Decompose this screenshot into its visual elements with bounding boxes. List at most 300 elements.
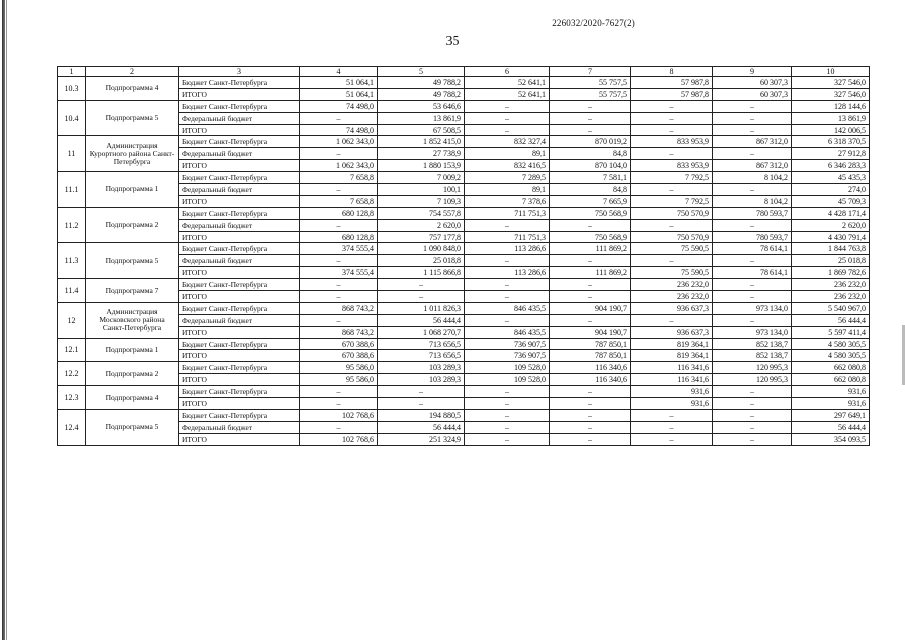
amount-cell: 78 614,1 bbox=[713, 267, 792, 279]
item-name: Подпрограмма 2 bbox=[86, 362, 179, 386]
amount-cell: – bbox=[300, 314, 378, 326]
amount-cell: – bbox=[300, 398, 378, 410]
amount-cell: 25 018,8 bbox=[378, 255, 465, 267]
amount-cell: 236 232,0 bbox=[631, 279, 713, 291]
amount-cell: 846 435,5 bbox=[465, 326, 550, 338]
amount-cell: – bbox=[713, 255, 792, 267]
table-row bbox=[58, 291, 870, 303]
column-number: 6 bbox=[465, 67, 550, 77]
amount-cell: – bbox=[713, 124, 792, 136]
amount-cell: – bbox=[465, 255, 550, 267]
item-code: 10.4 bbox=[58, 100, 86, 136]
amount-cell: 1 062 343,0 bbox=[300, 136, 378, 148]
amount-cell: – bbox=[550, 279, 631, 291]
amount-cell: – bbox=[713, 219, 792, 231]
amount-cell: 51 064,1 bbox=[300, 88, 378, 100]
amount-cell: – bbox=[631, 148, 713, 160]
amount-cell: 52 641,1 bbox=[465, 88, 550, 100]
document-id: 226032/2020-7627(2) bbox=[552, 18, 635, 28]
amount-cell: 757 177,8 bbox=[378, 231, 465, 243]
amount-cell: 327 546,0 bbox=[792, 77, 870, 89]
table-row bbox=[58, 398, 870, 410]
amount-cell: 120 995,3 bbox=[713, 374, 792, 386]
funding-source: Бюджет Санкт-Петербурга bbox=[179, 100, 300, 112]
funding-source: Бюджет Санкт-Петербурга bbox=[179, 362, 300, 374]
amount-cell: 56 444,4 bbox=[792, 421, 870, 433]
amount-cell: – bbox=[631, 219, 713, 231]
amount-cell: – bbox=[378, 279, 465, 291]
column-number: 4 bbox=[300, 67, 378, 77]
amount-cell: – bbox=[378, 291, 465, 303]
amount-cell: 4 580 305,5 bbox=[792, 338, 870, 350]
amount-cell: 7 378,6 bbox=[465, 195, 550, 207]
amount-cell: 680 128,8 bbox=[300, 207, 378, 219]
amount-cell: 49 788,2 bbox=[378, 88, 465, 100]
amount-cell: 846 435,5 bbox=[465, 302, 550, 314]
funding-source: ИТОГО bbox=[179, 291, 300, 303]
amount-cell: 116 341,6 bbox=[631, 362, 713, 374]
amount-cell: 867 312,0 bbox=[713, 136, 792, 148]
amount-cell: 833 953,9 bbox=[631, 136, 713, 148]
amount-cell: – bbox=[465, 219, 550, 231]
amount-cell: – bbox=[465, 112, 550, 124]
amount-cell: 84,8 bbox=[550, 148, 631, 160]
amount-cell: – bbox=[550, 421, 631, 433]
amount-cell: 111 869,2 bbox=[550, 243, 631, 255]
amount-cell: 74 498,0 bbox=[300, 100, 378, 112]
amount-cell: 5 540 967,0 bbox=[792, 302, 870, 314]
amount-cell: – bbox=[631, 314, 713, 326]
table-row bbox=[58, 433, 870, 445]
amount-cell: 51 064,1 bbox=[300, 77, 378, 89]
amount-cell: – bbox=[631, 409, 713, 421]
amount-cell: 27 912,8 bbox=[792, 148, 870, 160]
amount-cell: 1 844 763,8 bbox=[792, 243, 870, 255]
amount-cell: – bbox=[631, 100, 713, 112]
amount-cell: 236 232,0 bbox=[792, 291, 870, 303]
table-row bbox=[58, 148, 870, 160]
amount-cell: 13 861,9 bbox=[792, 112, 870, 124]
amount-cell: 2 620,0 bbox=[792, 219, 870, 231]
amount-cell: – bbox=[300, 219, 378, 231]
amount-cell: 113 286,6 bbox=[465, 243, 550, 255]
amount-cell: 274,0 bbox=[792, 184, 870, 196]
item-code: 11 bbox=[58, 136, 86, 172]
amount-cell: 1 011 826,3 bbox=[378, 302, 465, 314]
amount-cell: – bbox=[300, 255, 378, 267]
amount-cell: 7 792,5 bbox=[631, 195, 713, 207]
column-number: 1 bbox=[58, 67, 86, 77]
table-row bbox=[58, 231, 870, 243]
amount-cell: 4 430 791,4 bbox=[792, 231, 870, 243]
amount-cell: – bbox=[713, 291, 792, 303]
column-number: 8 bbox=[631, 67, 713, 77]
page-number: 35 bbox=[445, 34, 460, 49]
table-row bbox=[58, 207, 870, 219]
amount-cell: 750 568,9 bbox=[550, 207, 631, 219]
amount-cell: 52 641,1 bbox=[465, 77, 550, 89]
amount-cell: 936 637,3 bbox=[631, 326, 713, 338]
amount-cell: 8 104,2 bbox=[713, 195, 792, 207]
amount-cell: 832 327,4 bbox=[465, 136, 550, 148]
amount-cell: 116 340,6 bbox=[550, 362, 631, 374]
funding-source: ИТОГО bbox=[179, 267, 300, 279]
amount-cell: – bbox=[300, 386, 378, 398]
item-name: Администрация Московского района Санкт-Петербурга bbox=[86, 302, 179, 338]
table-row bbox=[58, 314, 870, 326]
amount-cell: 100,1 bbox=[378, 184, 465, 196]
item-name: Подпрограмма 5 bbox=[86, 100, 179, 136]
item-name: Администрация Курортного района Санкт-Петербурга bbox=[86, 136, 179, 172]
funding-source: Бюджет Санкт-Петербурга bbox=[179, 136, 300, 148]
amount-cell: 6 318 370,5 bbox=[792, 136, 870, 148]
item-name: Подпрограмма 1 bbox=[86, 338, 179, 362]
budget-table-body bbox=[58, 67, 870, 446]
amount-cell: 819 364,1 bbox=[631, 338, 713, 350]
amount-cell: 53 646,6 bbox=[378, 100, 465, 112]
amount-cell: 750 568,9 bbox=[550, 231, 631, 243]
amount-cell: – bbox=[713, 184, 792, 196]
amount-cell: – bbox=[550, 433, 631, 445]
item-name: Подпрограмма 1 bbox=[86, 172, 179, 208]
amount-cell: – bbox=[465, 409, 550, 421]
column-number: 5 bbox=[378, 67, 465, 77]
funding-source: Бюджет Санкт-Петербурга bbox=[179, 409, 300, 421]
amount-cell: – bbox=[631, 255, 713, 267]
funding-source: ИТОГО bbox=[179, 326, 300, 338]
amount-cell: 60 307,3 bbox=[713, 88, 792, 100]
funding-source: ИТОГО bbox=[179, 88, 300, 100]
amount-cell: 102 768,6 bbox=[300, 433, 378, 445]
amount-cell: – bbox=[713, 314, 792, 326]
amount-cell: 670 388,6 bbox=[300, 338, 378, 350]
amount-cell: – bbox=[300, 184, 378, 196]
funding-source: Бюджет Санкт-Петербурга bbox=[179, 338, 300, 350]
amount-cell: – bbox=[713, 398, 792, 410]
amount-cell: – bbox=[631, 433, 713, 445]
amount-cell: – bbox=[300, 421, 378, 433]
amount-cell: 6 346 283,3 bbox=[792, 160, 870, 172]
column-number: 10 bbox=[792, 67, 870, 77]
amount-cell: 75 590,5 bbox=[631, 267, 713, 279]
item-name: Подпрограмма 7 bbox=[86, 279, 179, 303]
amount-cell: 4 428 171,4 bbox=[792, 207, 870, 219]
column-number-row bbox=[58, 67, 870, 77]
amount-cell: – bbox=[631, 184, 713, 196]
column-number: 7 bbox=[550, 67, 631, 77]
funding-source: ИТОГО bbox=[179, 124, 300, 136]
column-number: 3 bbox=[179, 67, 300, 77]
amount-cell: 236 232,0 bbox=[631, 291, 713, 303]
budget-table bbox=[57, 66, 870, 446]
amount-cell: – bbox=[550, 255, 631, 267]
funding-source: ИТОГО bbox=[179, 195, 300, 207]
funding-source: Бюджет Санкт-Петербурга bbox=[179, 207, 300, 219]
amount-cell: – bbox=[465, 291, 550, 303]
table-row bbox=[58, 279, 870, 291]
amount-cell: 973 134,0 bbox=[713, 326, 792, 338]
amount-cell: 680 128,8 bbox=[300, 231, 378, 243]
amount-cell: 49 788,2 bbox=[378, 77, 465, 89]
amount-cell: 55 757,5 bbox=[550, 77, 631, 89]
item-code: 11.2 bbox=[58, 207, 86, 243]
amount-cell: 45 709,3 bbox=[792, 195, 870, 207]
amount-cell: 780 593,7 bbox=[713, 207, 792, 219]
table-row bbox=[58, 350, 870, 362]
item-code: 12 bbox=[58, 302, 86, 338]
amount-cell: 736 907,5 bbox=[465, 338, 550, 350]
table-row bbox=[58, 136, 870, 148]
amount-cell: 931,6 bbox=[792, 398, 870, 410]
funding-source: Федеральный бюджет bbox=[179, 314, 300, 326]
amount-cell: 662 080,8 bbox=[792, 374, 870, 386]
amount-cell: 7 289,5 bbox=[465, 172, 550, 184]
amount-cell: 868 743,2 bbox=[300, 326, 378, 338]
amount-cell: 128 144,6 bbox=[792, 100, 870, 112]
amount-cell: 57 987,8 bbox=[631, 88, 713, 100]
funding-source: Бюджет Санкт-Петербурга bbox=[179, 243, 300, 255]
amount-cell: 870 019,2 bbox=[550, 136, 631, 148]
amount-cell: – bbox=[465, 314, 550, 326]
amount-cell: 867 312,0 bbox=[713, 160, 792, 172]
table-row bbox=[58, 77, 870, 89]
table-row bbox=[58, 421, 870, 433]
amount-cell: 750 570,9 bbox=[631, 207, 713, 219]
amount-cell: 713 656,5 bbox=[378, 338, 465, 350]
amount-cell: – bbox=[550, 112, 631, 124]
amount-cell: 7 581,1 bbox=[550, 172, 631, 184]
amount-cell: 142 006,5 bbox=[792, 124, 870, 136]
amount-cell: – bbox=[550, 314, 631, 326]
amount-cell: 1 869 782,6 bbox=[792, 267, 870, 279]
funding-source: Федеральный бюджет bbox=[179, 421, 300, 433]
table-row bbox=[58, 100, 870, 112]
amount-cell: 904 190,7 bbox=[550, 302, 631, 314]
amount-cell: 95 586,0 bbox=[300, 374, 378, 386]
amount-cell: 904 190,7 bbox=[550, 326, 631, 338]
amount-cell: 103 289,3 bbox=[378, 374, 465, 386]
item-name: Подпрограмма 2 bbox=[86, 207, 179, 243]
table-row bbox=[58, 88, 870, 100]
amount-cell: – bbox=[300, 148, 378, 160]
funding-source: Федеральный бюджет bbox=[179, 112, 300, 124]
amount-cell: 7 009,2 bbox=[378, 172, 465, 184]
amount-cell: 251 324,9 bbox=[378, 433, 465, 445]
amount-cell: – bbox=[378, 398, 465, 410]
amount-cell: 852 138,7 bbox=[713, 350, 792, 362]
amount-cell: 374 555,4 bbox=[300, 243, 378, 255]
funding-source: Федеральный бюджет bbox=[179, 255, 300, 267]
table-row bbox=[58, 243, 870, 255]
amount-cell: – bbox=[713, 100, 792, 112]
amount-cell: 662 080,8 bbox=[792, 362, 870, 374]
amount-cell: 780 593,7 bbox=[713, 231, 792, 243]
table-row bbox=[58, 267, 870, 279]
item-code: 12.4 bbox=[58, 409, 86, 445]
amount-cell: 120 995,3 bbox=[713, 362, 792, 374]
amount-cell: 67 508,5 bbox=[378, 124, 465, 136]
amount-cell: 736 907,5 bbox=[465, 350, 550, 362]
amount-cell: 936 637,3 bbox=[631, 302, 713, 314]
amount-cell: – bbox=[631, 124, 713, 136]
amount-cell: – bbox=[713, 421, 792, 433]
amount-cell: – bbox=[550, 219, 631, 231]
amount-cell: 13 861,9 bbox=[378, 112, 465, 124]
amount-cell: 354 093,5 bbox=[792, 433, 870, 445]
funding-source: Федеральный бюджет bbox=[179, 148, 300, 160]
amount-cell: 1 090 848,0 bbox=[378, 243, 465, 255]
item-code: 11.3 bbox=[58, 243, 86, 279]
amount-cell: – bbox=[550, 124, 631, 136]
amount-cell: 4 580 305,5 bbox=[792, 350, 870, 362]
amount-cell: 868 743,2 bbox=[300, 302, 378, 314]
amount-cell: – bbox=[465, 124, 550, 136]
amount-cell: 819 364,1 bbox=[631, 350, 713, 362]
table-row bbox=[58, 219, 870, 231]
item-code: 11.4 bbox=[58, 279, 86, 303]
amount-cell: – bbox=[550, 386, 631, 398]
table-row bbox=[58, 195, 870, 207]
amount-cell: 75 590,5 bbox=[631, 243, 713, 255]
scan-left-edge-line bbox=[6, 0, 7, 640]
amount-cell: – bbox=[713, 433, 792, 445]
amount-cell: 194 880,5 bbox=[378, 409, 465, 421]
amount-cell: 55 757,5 bbox=[550, 88, 631, 100]
funding-source: ИТОГО bbox=[179, 398, 300, 410]
table-row bbox=[58, 160, 870, 172]
funding-source: ИТОГО bbox=[179, 433, 300, 445]
amount-cell: – bbox=[300, 291, 378, 303]
amount-cell: – bbox=[465, 398, 550, 410]
amount-cell: 60 307,3 bbox=[713, 77, 792, 89]
amount-cell: 374 555,4 bbox=[300, 267, 378, 279]
amount-cell: 7 658,8 bbox=[300, 172, 378, 184]
amount-cell: – bbox=[713, 386, 792, 398]
column-number: 9 bbox=[713, 67, 792, 77]
funding-source: ИТОГО bbox=[179, 350, 300, 362]
item-code: 11.1 bbox=[58, 172, 86, 208]
amount-cell: 327 546,0 bbox=[792, 88, 870, 100]
amount-cell: 787 850,1 bbox=[550, 350, 631, 362]
amount-cell: 109 528,0 bbox=[465, 362, 550, 374]
amount-cell: 45 435,3 bbox=[792, 172, 870, 184]
table-row bbox=[58, 362, 870, 374]
table-row bbox=[58, 302, 870, 314]
amount-cell: 78 614,1 bbox=[713, 243, 792, 255]
amount-cell: 57 987,8 bbox=[631, 77, 713, 89]
amount-cell: – bbox=[713, 148, 792, 160]
amount-cell: 116 340,6 bbox=[550, 374, 631, 386]
amount-cell: – bbox=[378, 386, 465, 398]
item-code: 12.2 bbox=[58, 362, 86, 386]
amount-cell: 74 498,0 bbox=[300, 124, 378, 136]
funding-source: Бюджет Санкт-Петербурга bbox=[179, 279, 300, 291]
amount-cell: 7 792,5 bbox=[631, 172, 713, 184]
amount-cell: 297 649,1 bbox=[792, 409, 870, 421]
table-row bbox=[58, 326, 870, 338]
funding-source: ИТОГО bbox=[179, 231, 300, 243]
amount-cell: – bbox=[465, 100, 550, 112]
amount-cell: – bbox=[550, 291, 631, 303]
amount-cell: – bbox=[300, 112, 378, 124]
item-code: 10.3 bbox=[58, 77, 86, 101]
funding-source: Бюджет Санкт-Петербурга bbox=[179, 172, 300, 184]
amount-cell: – bbox=[631, 421, 713, 433]
table-row bbox=[58, 172, 870, 184]
amount-cell: 711 751,3 bbox=[465, 207, 550, 219]
amount-cell: 1 852 415,0 bbox=[378, 136, 465, 148]
amount-cell: 116 341,6 bbox=[631, 374, 713, 386]
amount-cell: 7 665,9 bbox=[550, 195, 631, 207]
amount-cell: 5 597 411,4 bbox=[792, 326, 870, 338]
amount-cell: 931,6 bbox=[792, 386, 870, 398]
amount-cell: 111 869,2 bbox=[550, 267, 631, 279]
table-row bbox=[58, 374, 870, 386]
amount-cell: – bbox=[713, 112, 792, 124]
funding-source: ИТОГО bbox=[179, 160, 300, 172]
item-name: Подпрограмма 4 bbox=[86, 77, 179, 101]
amount-cell: 713 656,5 bbox=[378, 350, 465, 362]
amount-cell: 113 286,6 bbox=[465, 267, 550, 279]
amount-cell: 109 528,0 bbox=[465, 374, 550, 386]
amount-cell: 750 570,9 bbox=[631, 231, 713, 243]
amount-cell: – bbox=[713, 279, 792, 291]
amount-cell: 931,6 bbox=[631, 386, 713, 398]
amount-cell: – bbox=[713, 409, 792, 421]
amount-cell: 103 289,3 bbox=[378, 362, 465, 374]
funding-source: Бюджет Санкт-Петербурга bbox=[179, 386, 300, 398]
amount-cell: 832 416,5 bbox=[465, 160, 550, 172]
amount-cell: – bbox=[465, 386, 550, 398]
amount-cell: 56 444,4 bbox=[378, 314, 465, 326]
table-row bbox=[58, 338, 870, 350]
amount-cell: 931,6 bbox=[631, 398, 713, 410]
amount-cell: 1 062 343,0 bbox=[300, 160, 378, 172]
amount-cell: 8 104,2 bbox=[713, 172, 792, 184]
table-row bbox=[58, 409, 870, 421]
item-name: Подпрограмма 5 bbox=[86, 243, 179, 279]
table-row bbox=[58, 255, 870, 267]
amount-cell: – bbox=[550, 100, 631, 112]
amount-cell: 89,1 bbox=[465, 184, 550, 196]
amount-cell: 973 134,0 bbox=[713, 302, 792, 314]
amount-cell: 1 115 866,8 bbox=[378, 267, 465, 279]
funding-source: Федеральный бюджет bbox=[179, 219, 300, 231]
item-code: 12.3 bbox=[58, 386, 86, 410]
scan-left-edge bbox=[2, 0, 5, 640]
amount-cell: 1 880 153,9 bbox=[378, 160, 465, 172]
amount-cell: 852 138,7 bbox=[713, 338, 792, 350]
amount-cell: 56 444,4 bbox=[378, 421, 465, 433]
amount-cell: 670 388,6 bbox=[300, 350, 378, 362]
amount-cell: 25 018,8 bbox=[792, 255, 870, 267]
table-row bbox=[58, 124, 870, 136]
amount-cell: 1 068 270,7 bbox=[378, 326, 465, 338]
amount-cell: – bbox=[631, 112, 713, 124]
table-row bbox=[58, 112, 870, 124]
item-name: Подпрограмма 5 bbox=[86, 409, 179, 445]
amount-cell: 7 658,8 bbox=[300, 195, 378, 207]
amount-cell: 711 751,3 bbox=[465, 231, 550, 243]
amount-cell: – bbox=[550, 409, 631, 421]
funding-source: Федеральный бюджет bbox=[179, 184, 300, 196]
amount-cell: 754 557,8 bbox=[378, 207, 465, 219]
amount-cell: 95 586,0 bbox=[300, 362, 378, 374]
item-code: 12.1 bbox=[58, 338, 86, 362]
amount-cell: – bbox=[465, 279, 550, 291]
amount-cell: 89,1 bbox=[465, 148, 550, 160]
funding-source: ИТОГО bbox=[179, 374, 300, 386]
